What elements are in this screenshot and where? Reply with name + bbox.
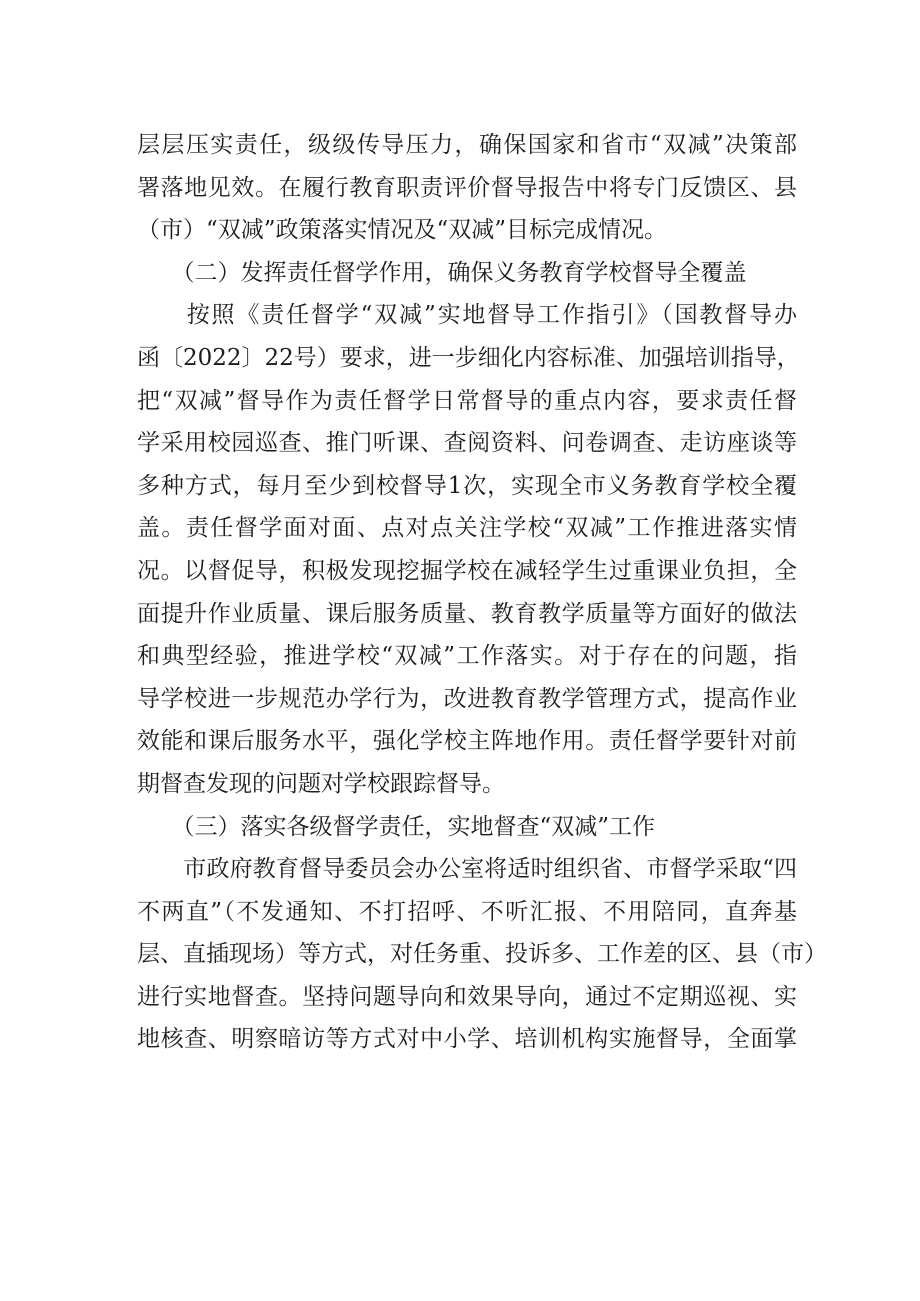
- text-line: 层、直插现场）等方式，对任务重、投诉多、工作差的区、县（市）: [137, 941, 827, 968]
- text-line: 把“双减”督导作为责任督学日常督导的重点内容，要求责任督: [137, 387, 797, 414]
- text-line: 面提升作业质量、课后服务质量、教育教学质量等方面好的做法: [137, 600, 797, 627]
- text-line: 况。以督促导，积极发现挖掘学校在减轻学生过重课业负担，全: [137, 557, 797, 584]
- text-line: 学采用校园巡查、推门听课、查阅资料、问卷调查、走访座谈等: [137, 430, 797, 457]
- text-line: 导学校进一步规范办学行为，改进教育教学管理方式，提高作业: [137, 685, 797, 712]
- text-line: 地核查、明察暗访等方式对中小学、培训机构实施督导，全面掌: [137, 1026, 797, 1053]
- text-line: 和典型经验，推进学校“双减”工作落实。对于存在的问题，指: [137, 643, 797, 670]
- text-line: 函〔2022〕22号）要求，进一步细化内容标准、加强培训指导，: [137, 344, 800, 371]
- text-line: 层层压实责任，级级传导压力，确保国家和省市“双减”决策部: [137, 132, 797, 158]
- text-line: 期督查发现的问题对学校跟踪督导。: [137, 770, 505, 797]
- text-line: 进行实地督查。坚持问题导向和效果导向，通过不定期巡视、实: [137, 983, 797, 1010]
- section-heading: （二）发挥责任督学作用，确保义务教育学校督导全覆盖: [137, 259, 747, 286]
- text-line: 按照《责任督学“双减”实地督导工作指引》（国教督导办: [137, 302, 797, 329]
- text-line: 不两直”（不发通知、不打招呼、不听汇报、不用陪同，直奔基: [137, 898, 797, 925]
- text-line: （市）“双减”政策落实情况及“双减”目标完成情况。: [137, 217, 668, 244]
- text-line: 多种方式，每月至少到校督导1次，实现全市义务教育学校全覆: [137, 472, 797, 499]
- text-line: 署落地见效。在履行教育职责评价督导报告中将专门反馈区、县: [137, 174, 797, 201]
- text-line: 市政府教育督导委员会办公室将适时组织省、市督学采取“四: [137, 856, 797, 883]
- body-text: [137, 124, 827, 1061]
- text-line: 盖。责任督学面对面、点对点关注学校“双减”工作推进落实情: [137, 515, 797, 542]
- section-heading: （三）落实各级督学责任，实地督查“双减”工作: [137, 813, 656, 840]
- text-line: 效能和课后服务水平，强化学校主阵地作用。责任督学要针对前: [137, 728, 797, 755]
